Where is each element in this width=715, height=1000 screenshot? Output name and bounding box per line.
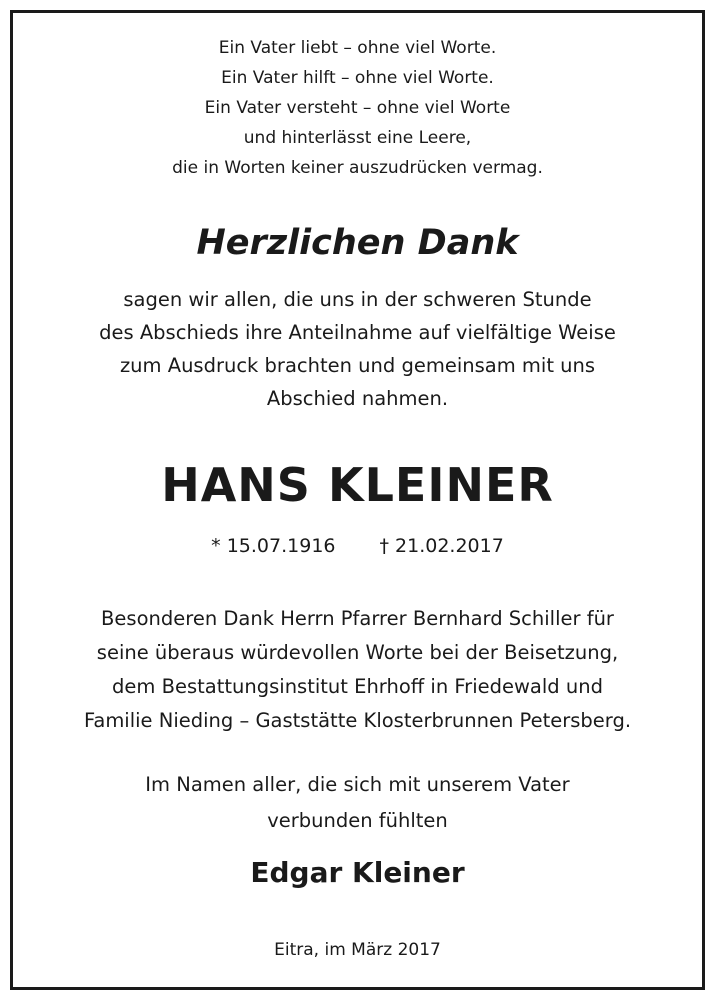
- special-thanks-line: Besonderen Dank Herrn Pfarrer Bernhard Schiller für: [101, 607, 614, 630]
- special-thanks-line: Familie Nieding – Gaststätte Klosterbrunnen Petersberg.: [83, 709, 632, 732]
- signer-name: Edgar Kleiner: [250, 856, 465, 889]
- closing-line: Im Namen aller, die sich mit unserem Vater: [145, 773, 570, 796]
- thanks-heading: Herzlichen Dank: [196, 223, 519, 263]
- deceased-name: HANS KLEINER: [161, 458, 554, 512]
- poem-line: und hinterlässt eine Leere,: [243, 128, 472, 148]
- place-and-date: Eitra, im März 2017: [274, 940, 441, 960]
- special-thanks-line: dem Bestattungsinstitut Ehrhoff in Friedewald und: [112, 675, 603, 698]
- thanks-line: des Abschieds ihre Anteilnahme auf vielfältige Weise: [99, 321, 616, 344]
- poem-line: Ein Vater hilft – ohne viel Worte.: [221, 68, 494, 88]
- death-date: † 21.02.2017: [379, 535, 504, 557]
- poem-line: die in Worten keiner auszudrücken vermag.: [172, 158, 543, 178]
- poem: [0, 33, 715, 183]
- life-dates: [0, 531, 715, 561]
- thanks-line: sagen wir allen, die uns in der schweren Stunde: [123, 288, 592, 311]
- special-thanks: [0, 602, 715, 738]
- birth-date: * 15.07.1916: [211, 535, 336, 557]
- poem-line: Ein Vater liebt – ohne viel Worte.: [218, 38, 497, 58]
- poem-line: Ein Vater versteht – ohne viel Worte: [204, 98, 511, 118]
- special-thanks-line: seine überaus würdevollen Worte bei der Beisetzung,: [96, 641, 619, 664]
- closing-text: [0, 767, 715, 839]
- thanks-line: zum Ausdruck brachten und gemeinsam mit uns: [119, 354, 596, 377]
- closing-line: verbunden fühlten: [267, 809, 448, 832]
- thanks-text: [0, 283, 715, 415]
- thanks-line: Abschied nahmen.: [266, 387, 449, 410]
